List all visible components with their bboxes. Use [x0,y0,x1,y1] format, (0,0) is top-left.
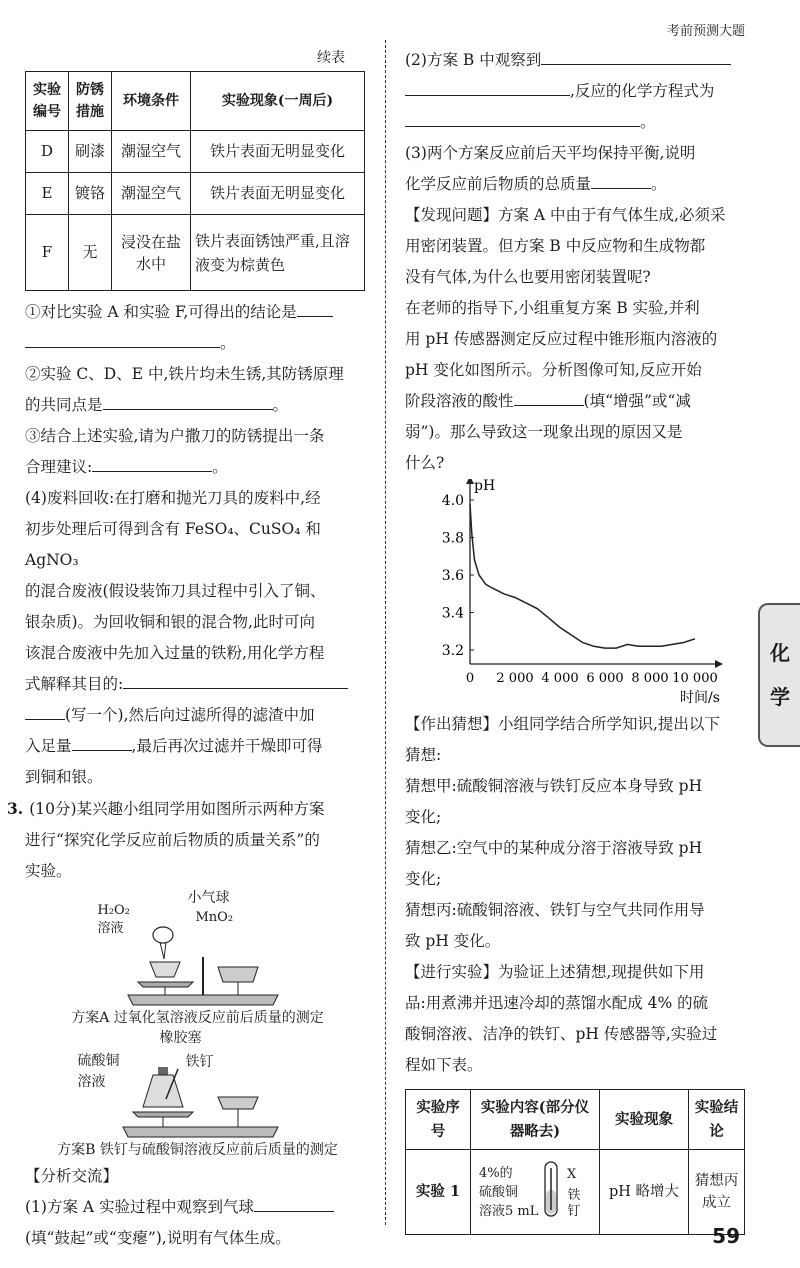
x-tick-label: 10 000 [672,671,718,686]
cell: 无 [69,215,112,291]
answer-blank[interactable] [591,170,651,189]
cell: 铁片表面无明显变化 [191,131,365,173]
label-x: X [567,1167,577,1182]
f6-text: pH 变化如图所示。分析图像可知,反应开始 [405,361,702,379]
f3-text: 没有气体,为什么也要用密闭装置呢? [405,268,651,286]
figure-a [68,887,328,1007]
q4f-text: 式解释其目的: [25,675,124,693]
cell: pH 略增大 [600,1150,689,1235]
x-axis-label: 时间/s [680,690,720,706]
y-tick-label: 3.4 [441,605,464,622]
answer-blank[interactable] [541,46,731,65]
cell: 铁片表面锈蚀严重,且溶液变为棕黄色 [191,215,365,291]
label-soln-a: 溶液 [97,921,124,936]
rust-table [25,71,365,291]
label-nail-t: 铁钉 [567,1188,581,1219]
x-tick-label: 2 000 [496,671,534,686]
answer-blank[interactable] [103,391,273,410]
left-column: 续表 实验编号 防锈措施 环境条件 实验现象(一周后) D 刷漆 潮湿空气 铁片表面无明显变化 E 镀铬 潮湿空气 铁片表面无明显变化 F 无 浸没在盐水中 铁片表面锈蚀严重,且溶液变为棕黄色 ①对比实验 A 和实验 F,可得出的结论是 。 ②实验 C、D、E 中,铁片均未生锈,其防锈原理 的共同点是 。 ③结合上述实验,请为户撒刀的防锈提出一条 合理建议: 。 (4)废料回收:在打磨和抛光刀具的废料中,经 初步处理后可得到含有 FeSO₄、CuSO₄ 和AgNO₃ 的混合废液(假设装饰刀具过程中引入了铜、 银杂质)。为回收铜和银的混合物,此时可向 该混合废液中先加入过量的铁粉,用化学方程 式解释其目的: (写一个),然后向过滤所得的滤渣中加 入足量 ,最后再次过滤并干燥即可得 到铜和银。 3. (10分)某兴趣小组同学用如图所示两种方案 进行“探究化学反应前后物质的质量关系”的 实验。 小气球 H₂O₂ 溶液 MnO₂ 方案A 过氧化氢溶液反应前后质量的测定 橡胶塞 硫酸铜 溶液 铁钉 方案B 铁钉与硫酸铜溶液反应前后质量的测定 【分析交流】 (1)方案 A 实验过程中观察到气球 (填“鼓起”或“变瘪”),说明有气体生成。 [25,45,370,1254]
table-row [406,1150,745,1235]
cell: E [26,173,69,215]
test-tube-icon [541,1160,563,1226]
cell: F [26,215,69,291]
q3b-text: 合理建议: [25,458,93,476]
page-header: 考前预测大题 [666,24,745,39]
answer-blank[interactable] [254,1193,334,1212]
figure-b [68,1029,328,1139]
subject-tab [758,603,800,747]
th-exp-id: 实验序号 [406,1090,471,1150]
x-axis-arrow [715,660,723,668]
experiment-table [405,1089,745,1235]
h7-text: 猜想丙:硫酸铜溶液、铁钉与空气共同作用导 [405,901,705,919]
answer-blank[interactable] [25,329,220,348]
cell: 浸没在盐水中 [112,215,191,291]
table-row [26,215,365,291]
q2b-text: 的共同点是 [25,396,103,414]
label-stopper: 橡胶塞 [159,1030,202,1046]
label-cuso4: 硫酸铜 [77,1053,120,1069]
answer-blank[interactable] [405,108,640,127]
x-tick-label: 8 000 [631,671,669,686]
q4c-text: 的混合废液(假设装饰刀具过程中引入了铜、 [25,582,326,600]
cell: 刷漆 [69,131,112,173]
th-measure: 防锈措施 [69,72,112,131]
answer-blank[interactable] [514,387,584,406]
cell: 潮湿空气 [112,131,191,173]
y-tick-label: 3.6 [441,568,464,584]
p3a-text: (10分)某兴趣小组同学用如图所示两种方案 [29,800,325,818]
answer-blank[interactable] [72,732,132,751]
q4e-text: 该混合废液中先加入过量的铁粉,用化学方程 [25,644,325,662]
y-axis-label: pH [474,479,496,494]
a2c-text: 。 [640,113,656,131]
th-id: 实验编号 [26,72,69,131]
cell: 镀铬 [69,173,112,215]
section-analysis: 【分析交流】 [25,1167,119,1185]
th-env: 环境条件 [112,72,191,131]
f5-text: 用 pH 传感器测定反应过程中锥形瓶内溶液的 [405,330,718,348]
label-h2o2: H₂O₂ [97,903,130,918]
table-row [26,131,365,173]
q4a-text: (4)废料回收:在打磨和抛光刀具的废料中,经 [25,489,321,507]
figure-a-caption: 方案A 过氧化氢溶液反应前后质量的测定 [71,1010,324,1026]
content-line: 溶液5 mL [479,1203,539,1219]
q4b-text: 初步处理后可得到含有 FeSO₄、CuSO₄ 和AgNO₃ [25,520,321,569]
f1-text: 【发现问题】方案 A 中由于有气体生成,必须采 [405,206,726,224]
content-line: 4%的 [479,1165,513,1181]
a2a-text: (2)方案 B 中观察到 [405,51,542,69]
x-tick-label: 6 000 [586,671,624,686]
content-line: 硫酸铜 [479,1184,519,1200]
q4h-post: ,最后再次过滤并干燥即可得 [131,737,323,755]
table-row [26,173,365,215]
label-balloon: 小气球 [187,890,230,906]
page-number: 59 [712,1224,740,1248]
f8-text: 弱”)。那么导致这一现象出现的原因又是 [405,423,683,441]
q4d-text: 银杂质)。为回收铜和银的混合物,此时可向 [25,613,315,631]
table-header-row [406,1090,745,1150]
answer-blank[interactable] [92,453,212,472]
tab-char: 学 [770,685,790,709]
cell-content [471,1150,600,1235]
f4-text: 在老师的指导下,小组重复方案 B 实验,并利 [405,299,700,317]
y-axis-arrow [466,479,474,484]
a1a-text: (1)方案 A 实验过程中观察到气球 [25,1198,255,1216]
p3b-text: 进行“探究化学反应前后物质的质量关系”的 [25,831,320,849]
h6-text: 变化; [405,870,442,888]
table-header-row [26,72,365,131]
cell: D [26,131,69,173]
figure-b-caption: 方案B 铁钉与硫酸铜溶液反应前后质量的测定 [57,1142,338,1158]
tab-char: 化 [770,641,790,665]
ph-series-line [470,504,695,648]
x-tick-label: 4 000 [541,671,579,686]
a3c-text: 。 [651,175,667,193]
answer-blank[interactable] [25,701,65,720]
h3-text: 猜想甲:硫酸铜溶液与铁钉反应本身导致 pH [405,777,703,795]
label-nail: 铁钉 [185,1054,214,1070]
e1-text: 【进行实验】为验证上述猜想,现提供如下用 [405,963,705,981]
q4h-pre: 入足量 [25,737,72,755]
q3a-text: ③结合上述实验,请为户撒刀的防锈提出一条 [25,427,325,445]
cell: 铁片表面无明显变化 [191,173,365,215]
table-continued-label: 续表 [317,50,345,66]
f7a-text: 阶段溶液的酸性 [405,392,514,410]
h2-text: 猜想: [405,746,442,764]
f9-text: 什么? [405,454,445,472]
h8-text: 致 pH 变化。 [405,932,501,950]
y-tick-label: 3.2 [441,643,464,659]
a1b-text: (填“鼓起”或“变瘪”),说明有气体生成。 [25,1229,291,1247]
e2-text: 品:用煮沸并迅速冷却的蒸馏水配成 4% 的硫 [405,994,709,1012]
th-phenomenon: 实验现象(一周后) [191,72,365,131]
cell: 实验 1 [406,1150,471,1235]
th-phenomenon: 实验现象 [600,1090,689,1150]
h1-text: 【作出猜想】小组同学结合所学知识,提出以下 [405,715,720,733]
answer-blank[interactable] [123,670,348,689]
right-column [405,45,750,1235]
ph-chart [405,479,750,709]
h4-text: 变化; [405,808,442,826]
q4g-text: (写一个),然后向过滤所得的滤渣中加 [65,706,315,724]
e4-text: 程如下表。 [405,1056,483,1074]
th-conclusion: 实验结论 [689,1090,745,1150]
q1-text: ①对比实验 A 和实验 F,可得出的结论是 [25,303,297,321]
th-content: 实验内容(部分仪器略去) [471,1090,600,1150]
a2b-text: ,反应的化学方程式为 [570,82,715,100]
x-tick-label: 0 [465,671,475,686]
cell: 猜想丙成立 [689,1150,745,1235]
h5-text: 猜想乙:空气中的某种成分溶于溶液导致 pH [405,839,703,857]
column-divider [385,40,386,1225]
label-mno2: MnO₂ [195,910,234,925]
f7b-text: (填“增强”或“减 [583,392,691,410]
y-tick-label: 4.0 [441,493,464,509]
f2-text: 用密闭装置。但方案 B 中反应物和生成物都 [405,237,706,255]
answer-blank[interactable] [297,298,333,317]
problem-number: 3. [7,799,24,818]
label-soln-b: 溶液 [77,1074,106,1090]
y-tick-label: 3.8 [441,530,464,547]
p3c-text: 实验。 [25,862,72,880]
answer-blank[interactable] [405,77,570,96]
q4i-text: 到铜和银。 [25,768,103,786]
q2a-text: ②实验 C、D、E 中,铁片均未生锈,其防锈原理 [25,365,344,383]
cell: 潮湿空气 [112,173,191,215]
a3b-text: 化学反应前后物质的总质量 [405,175,592,193]
e3-text: 酸铜溶液、洁净的铁钉、pH 传感器等,实验过 [405,1025,718,1043]
a3a-text: (3)两个方案反应前后天平均保持平衡,说明 [405,144,696,162]
